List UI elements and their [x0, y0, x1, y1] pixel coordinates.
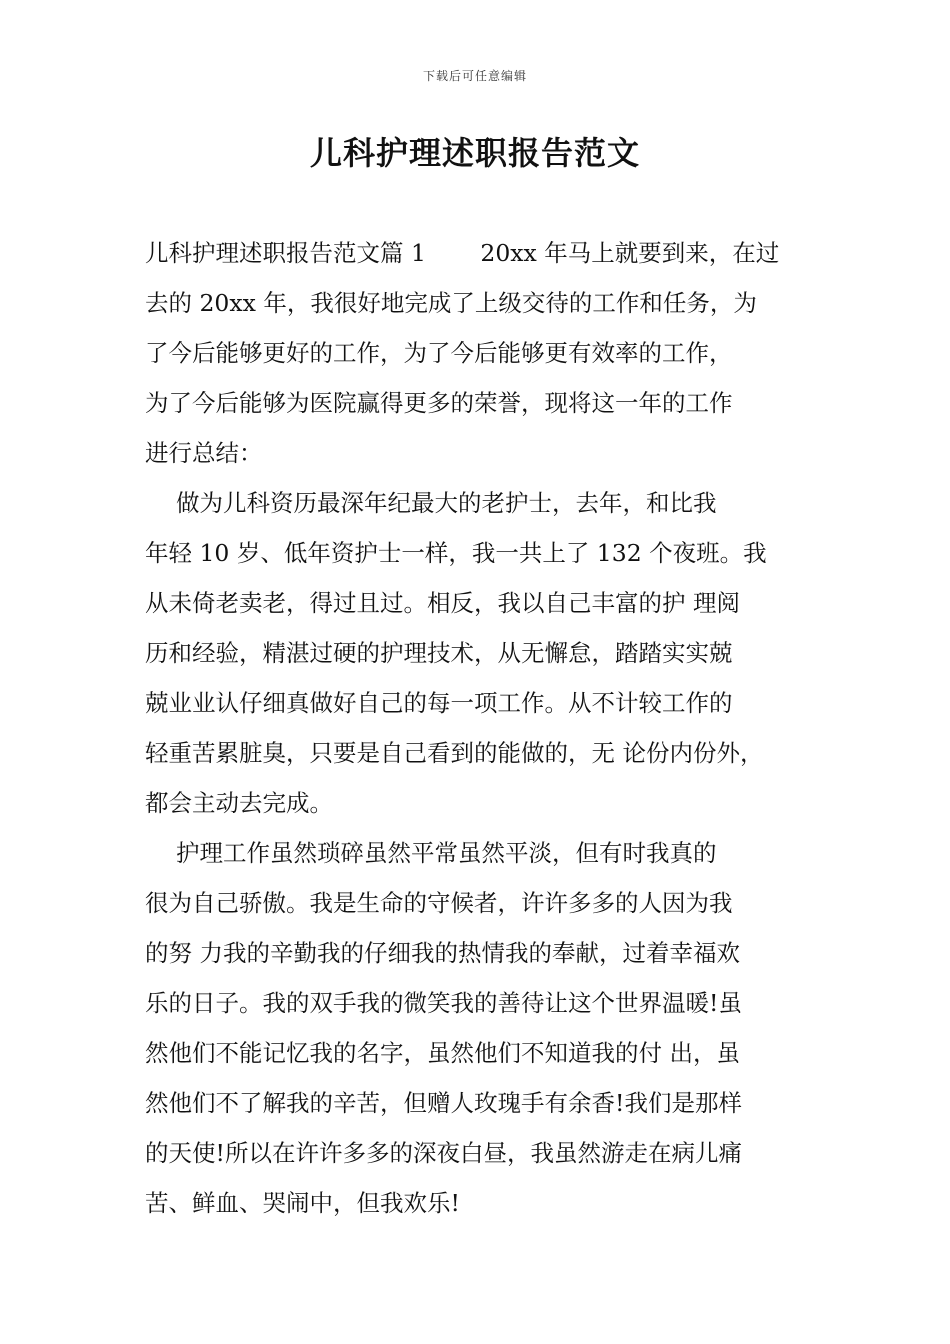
paragraph-2 — [145, 478, 825, 828]
paragraph-3 — [145, 828, 825, 1228]
text-line: 轻重苦累脏臭，只要是自己看到的能做的，无 论份内份外， — [145, 739, 764, 767]
text-line: 了今后能够更好的工作，为了今后能够更有效率的工作， — [145, 339, 733, 367]
text-line: 儿科护理述职报告范文篇 1 20xx 年马上就要到来，在过 — [145, 239, 780, 267]
text-line: 都会主动去完成。 — [145, 789, 333, 817]
text-line: 很为自己骄傲。我是生命的守候者，许许多多的人因为我 — [145, 889, 733, 917]
header-note: 下载后可任意编辑 — [422, 69, 527, 83]
paragraph-1 — [145, 228, 825, 478]
text-line: 乐的日子。我的双手我的微笑我的善待让这个世界温暖!虽 — [145, 989, 742, 1017]
text-line: 从未倚老卖老，得过且过。相反，我以自己丰富的护 理阅 — [145, 589, 740, 617]
text-line: 护理工作虽然琐碎虽然平常虽然平淡，但有时我真的 — [145, 839, 717, 867]
text-line: 进行总结： — [145, 439, 263, 467]
text-line: 然他们不能记忆我的名字，虽然他们不知道我的付 出，虽 — [145, 1039, 740, 1067]
text-line: 的天使!所以在许许多多的深夜白昼，我虽然游走在病儿痛 — [145, 1139, 742, 1167]
document-title: 儿科护理述职报告范文 — [309, 134, 640, 172]
text-line: 兢业业认仔细真做好自己的每一项工作。从不计较工作的 — [145, 689, 733, 717]
text-line: 的努 力我的辛勤我的仔细我的热情我的奉献，过着幸福欢 — [145, 939, 740, 967]
text-line: 然他们不了解我的辛苦，但赠人玫瑰手有余香!我们是那样 — [145, 1089, 742, 1117]
text-line: 历和经验，精湛过硬的护理技术，从无懈怠，踏踏实实兢 — [145, 639, 733, 667]
text-line: 为了今后能够为医院赢得更多的荣誉，现将这一年的工作 — [145, 389, 733, 417]
text-line: 年轻 10 岁、低年资护士一样，我一共上了 132 个夜班。我 — [145, 539, 767, 567]
text-line: 苦、鲜血、哭闹中，但我欢乐! — [145, 1189, 460, 1217]
text-line: 去的 20xx 年，我很好地完成了上级交待的工作和任务，为 — [145, 289, 757, 317]
document-body — [145, 228, 825, 1228]
text-line: 做为儿科资历最深年纪最大的老护士，去年，和比我 — [145, 489, 717, 517]
